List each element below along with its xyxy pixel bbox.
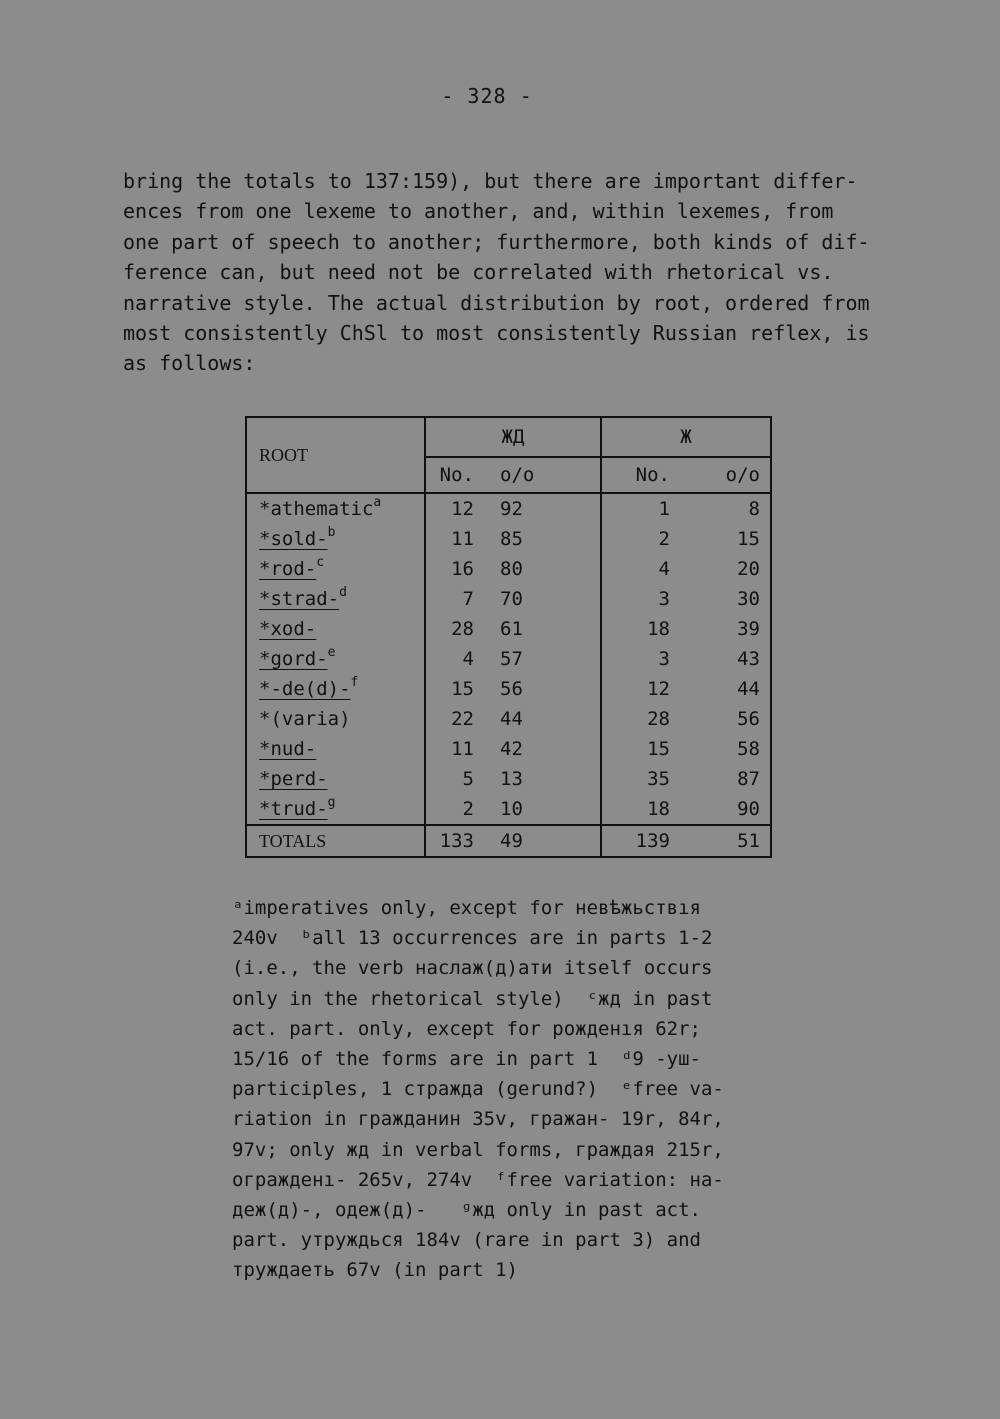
zh-percent: 90 <box>737 798 760 820</box>
zh-count: 2 <box>658 528 670 550</box>
root-footnote-marker: f <box>350 675 359 690</box>
zh-percent: 44 <box>737 678 760 700</box>
body-line: narrative style. The actual distribution by root, ordered from <box>123 290 870 315</box>
root-cell <box>246 704 425 734</box>
zhd-header: ЖД <box>425 417 601 457</box>
zhd-count: 4 <box>462 648 474 670</box>
zhd-count: 5 <box>462 768 474 790</box>
root-cell <box>246 524 425 554</box>
root-cell <box>246 614 425 644</box>
table-row <box>246 794 771 825</box>
zhd-count: 7 <box>462 588 474 610</box>
root-cell <box>246 734 425 764</box>
body-line: most consistently ChSl to most consistently Russian reflex, is <box>123 320 870 345</box>
no-header: No. <box>601 457 670 493</box>
footnote-line: riation in гражданин 35v, гражан- 19r, 84r, <box>232 1108 724 1131</box>
zh-percent: 87 <box>737 768 760 790</box>
root-name: *(varia) <box>259 708 351 730</box>
zh-percent: 8 <box>748 498 760 520</box>
zh-percent: 20 <box>737 558 760 580</box>
root-cell <box>246 794 425 825</box>
root-name: *athematic <box>259 498 374 520</box>
zhd-percent: 13 <box>474 764 601 794</box>
zh-percent: 56 <box>737 708 760 730</box>
zhd-count: 22 <box>451 708 474 730</box>
footnote-line: (i.e., the verb наслаж(д)ати itself occurs <box>232 957 713 980</box>
root-cell <box>246 644 425 674</box>
table-row <box>246 674 771 704</box>
root-footnote-marker: a <box>373 495 382 510</box>
root-footnote-marker: b <box>327 525 336 540</box>
table-row <box>246 644 771 674</box>
root-name: *xod- <box>259 618 317 640</box>
body-line: ences from one lexeme to another, and, within lexemes, from <box>123 199 834 224</box>
zh-count: 12 <box>647 678 670 700</box>
footnote-line: ᵃimperatives only, except for невѣжьствıя <box>232 897 701 919</box>
zhd-count: 12 <box>451 498 474 520</box>
zh-count: 35 <box>647 768 670 790</box>
root-name: *gord- <box>259 648 328 670</box>
zh-percent: 39 <box>737 618 760 640</box>
zhd-percent: 42 <box>474 734 601 764</box>
root-cell <box>246 584 425 614</box>
zh-count: 28 <box>647 708 670 730</box>
zhd-percent: 80 <box>474 554 601 584</box>
body-paragraph <box>123 166 883 379</box>
footnote-line: деж(д)-, одеж(д)- ᵍжд only in past act. <box>232 1198 701 1221</box>
zh-percent: 15 <box>737 528 760 550</box>
table-row <box>246 554 771 584</box>
body-line: ference can, but need not be correlated with rhetorical vs. <box>123 260 834 285</box>
zh-count: 18 <box>647 798 670 820</box>
zh-header: Ж <box>601 417 771 457</box>
zh-count: 1 <box>658 498 670 520</box>
body-line: as follows: <box>123 351 256 376</box>
zh-count: 15 <box>647 738 670 760</box>
root-cell <box>246 554 425 584</box>
root-name: *-de(d)- <box>259 678 351 700</box>
totals-zh-percent: 51 <box>670 825 771 857</box>
no-header: No. <box>425 457 474 493</box>
table-row <box>246 584 771 614</box>
zhd-percent: 44 <box>474 704 601 734</box>
root-name: *strad- <box>259 588 340 610</box>
zhd-percent: 56 <box>474 674 601 704</box>
footnote-line: only in the rhetorical style) ᶜжд in past <box>232 987 713 1010</box>
pct-header: o/o <box>670 457 771 493</box>
zh-count: 18 <box>647 618 670 640</box>
body-line: bring the totals to 137:159), but there are important differ- <box>123 169 858 193</box>
zhd-count: 11 <box>451 528 474 550</box>
table-row <box>246 704 771 734</box>
totals-zhd-percent: 49 <box>474 825 601 857</box>
footnote-line: 15/16 of the forms are in part 1 ᵈ9 -уш- <box>232 1047 701 1070</box>
root-cell <box>246 674 425 704</box>
pct-header: o/o <box>474 457 601 493</box>
table-row <box>246 614 771 644</box>
zhd-count: 16 <box>451 558 474 580</box>
footnote-line: огражденı- 265v, 274v ᶠfree variation: на- <box>232 1168 724 1191</box>
body-line: one part of speech to another; furthermore, both kinds of dif- <box>123 229 870 254</box>
zhd-percent: 57 <box>474 644 601 674</box>
root-name: *perd- <box>259 768 328 790</box>
zhd-count: 2 <box>462 798 474 820</box>
zhd-percent: 70 <box>474 584 601 614</box>
zhd-count: 15 <box>451 678 474 700</box>
root-cell <box>246 764 425 794</box>
footnote-line: 240v ᵇall 13 occurrences are in parts 1-2 <box>232 927 713 950</box>
root-name: *nud- <box>259 738 317 760</box>
zhd-percent: 85 <box>474 524 601 554</box>
totals-zh-count: 139 <box>601 825 670 857</box>
footnote-line: труждаеть 67v (in part 1) <box>232 1259 518 1282</box>
table-row <box>246 764 771 794</box>
totals-label: TOTALS <box>246 825 425 857</box>
totals-zhd-count: 133 <box>425 825 474 857</box>
page-number: - 328 - <box>441 84 533 108</box>
root-cell <box>246 493 425 524</box>
zh-count: 3 <box>658 588 670 610</box>
zh-count: 4 <box>658 558 670 580</box>
zh-percent: 30 <box>737 588 760 610</box>
root-distribution-table <box>245 416 772 858</box>
root-header: ROOT <box>246 417 425 493</box>
root-name: *sold- <box>259 528 328 550</box>
zh-count: 3 <box>658 648 670 670</box>
root-footnote-marker: g <box>327 795 336 810</box>
zhd-percent: 61 <box>474 614 601 644</box>
zhd-percent: 10 <box>474 794 601 825</box>
root-name: *rod- <box>259 558 317 580</box>
totals-row <box>246 825 771 857</box>
zh-percent: 43 <box>737 648 760 670</box>
root-footnote-marker: d <box>339 585 347 600</box>
root-footnote-marker: c <box>316 555 325 570</box>
footnote-line: act. part. only, except for рожденıя 62r; <box>232 1017 701 1040</box>
table-row <box>246 734 771 764</box>
root-name: *trud- <box>259 798 328 820</box>
zhd-count: 28 <box>451 618 474 640</box>
footnote-line: participles, 1 стражда (gerund?) ᵉfree va- <box>232 1078 724 1101</box>
root-footnote-marker: e <box>327 645 336 660</box>
zh-percent: 58 <box>737 738 760 760</box>
table-row <box>246 524 771 554</box>
zhd-count: 11 <box>451 738 474 760</box>
footnote-line: 97v; only жд in verbal forms, граждая 215r, <box>232 1138 724 1161</box>
footnote-line: part. утруждься 184v (rare in part 3) and <box>232 1229 701 1252</box>
footnotes <box>232 893 792 1285</box>
table-row <box>246 493 771 524</box>
zhd-percent: 92 <box>474 493 601 524</box>
